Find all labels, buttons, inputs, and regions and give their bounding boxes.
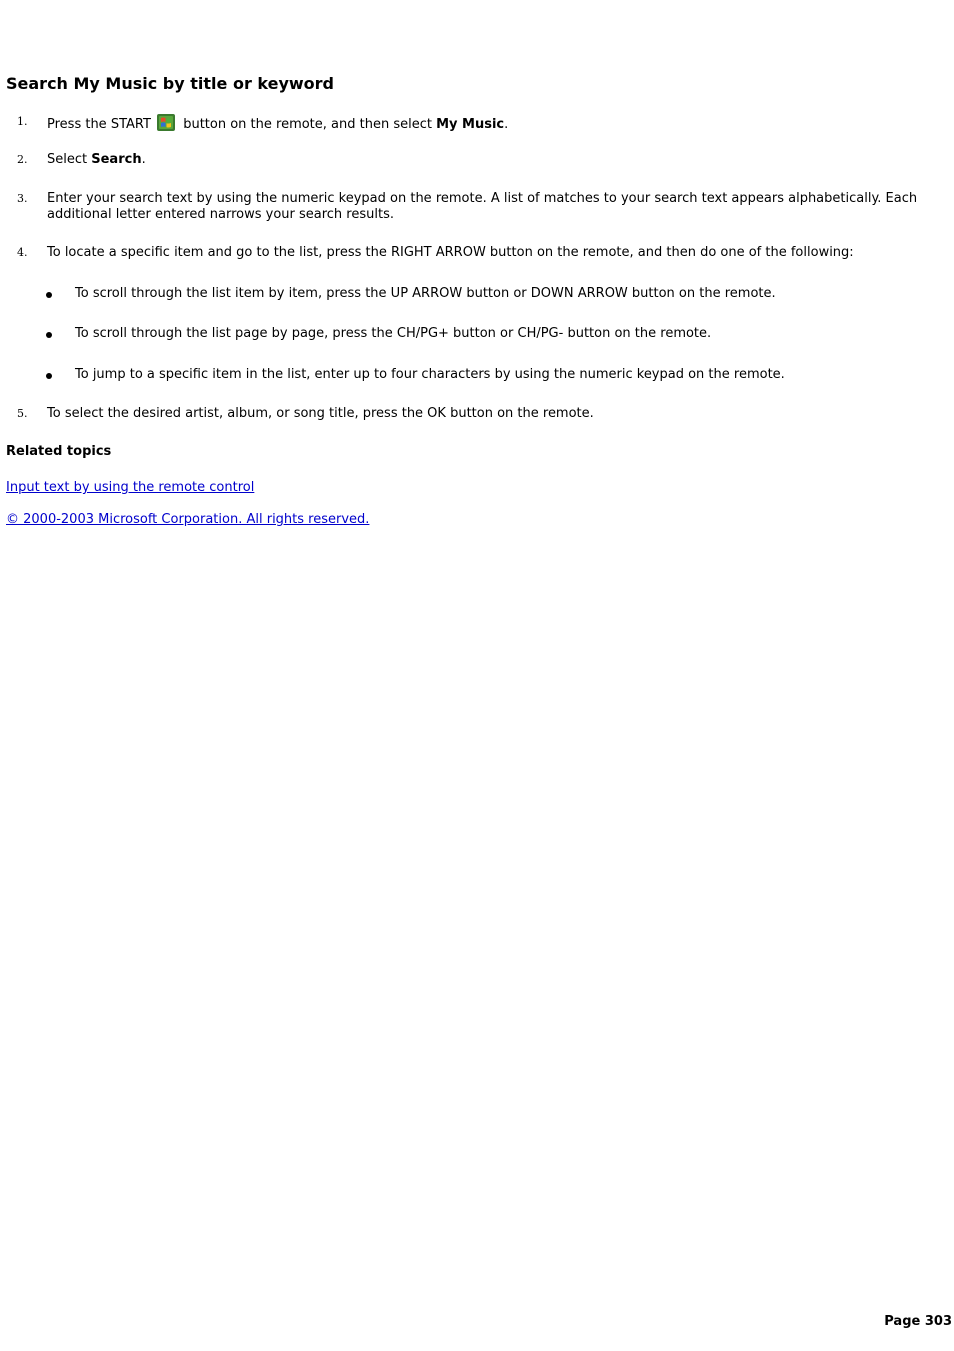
page-number: Page 303 (884, 1314, 952, 1329)
step-text-end: . (504, 117, 509, 132)
step-text-before: Select (47, 152, 88, 167)
windows-start-icon (157, 114, 175, 131)
bullet-icon (46, 332, 52, 338)
step-number: 5. (17, 407, 28, 420)
step-text-after: button on the remote, and then select (183, 117, 432, 132)
step-text-bold: My Music (436, 117, 505, 132)
step-number: 4. (17, 246, 28, 259)
step-text: Enter your search text by using the numeric keypad on the remote. A list of matches to your search text appears alphabetically. Each additional letter entered narrows your search results. (47, 191, 918, 222)
page-title: Search My Music by title or keyword (6, 74, 335, 93)
step-text (47, 114, 942, 133)
bullet-icon (46, 292, 52, 298)
step-text-bold: Search (91, 152, 142, 167)
related-topics-heading: Related topics (6, 444, 112, 459)
bullet-text: To jump to a specific item in the list, enter up to four characters by using the numeric keypad on the remote. (75, 367, 785, 382)
step-text-end: . (141, 152, 146, 167)
bullet-text: To scroll through the list page by page, press the CH/PG+ button or CH/PG- button on the remote. (75, 326, 712, 341)
step-text (47, 152, 942, 168)
copyright-link[interactable]: © 2000-2003 Microsoft Corporation. All rights reserved. (6, 512, 370, 527)
bullet-icon (46, 373, 52, 379)
step-number: 2. (17, 153, 28, 166)
bullet-text: To scroll through the list item by item, press the UP ARROW button or DOWN ARROW button on the remote. (75, 286, 776, 301)
step-text: To select the desired artist, album, or song title, press the OK button on the remote. (47, 406, 594, 421)
related-topic-link[interactable]: Input text by using the remote control (6, 480, 255, 495)
step-number: 3. (17, 192, 28, 205)
step-number: 1. (17, 115, 28, 128)
step-text: To locate a specific item and go to the list, press the RIGHT ARROW button on the remote, and then do one of the following: (47, 245, 854, 260)
step-text-before: Press the START (47, 117, 151, 132)
